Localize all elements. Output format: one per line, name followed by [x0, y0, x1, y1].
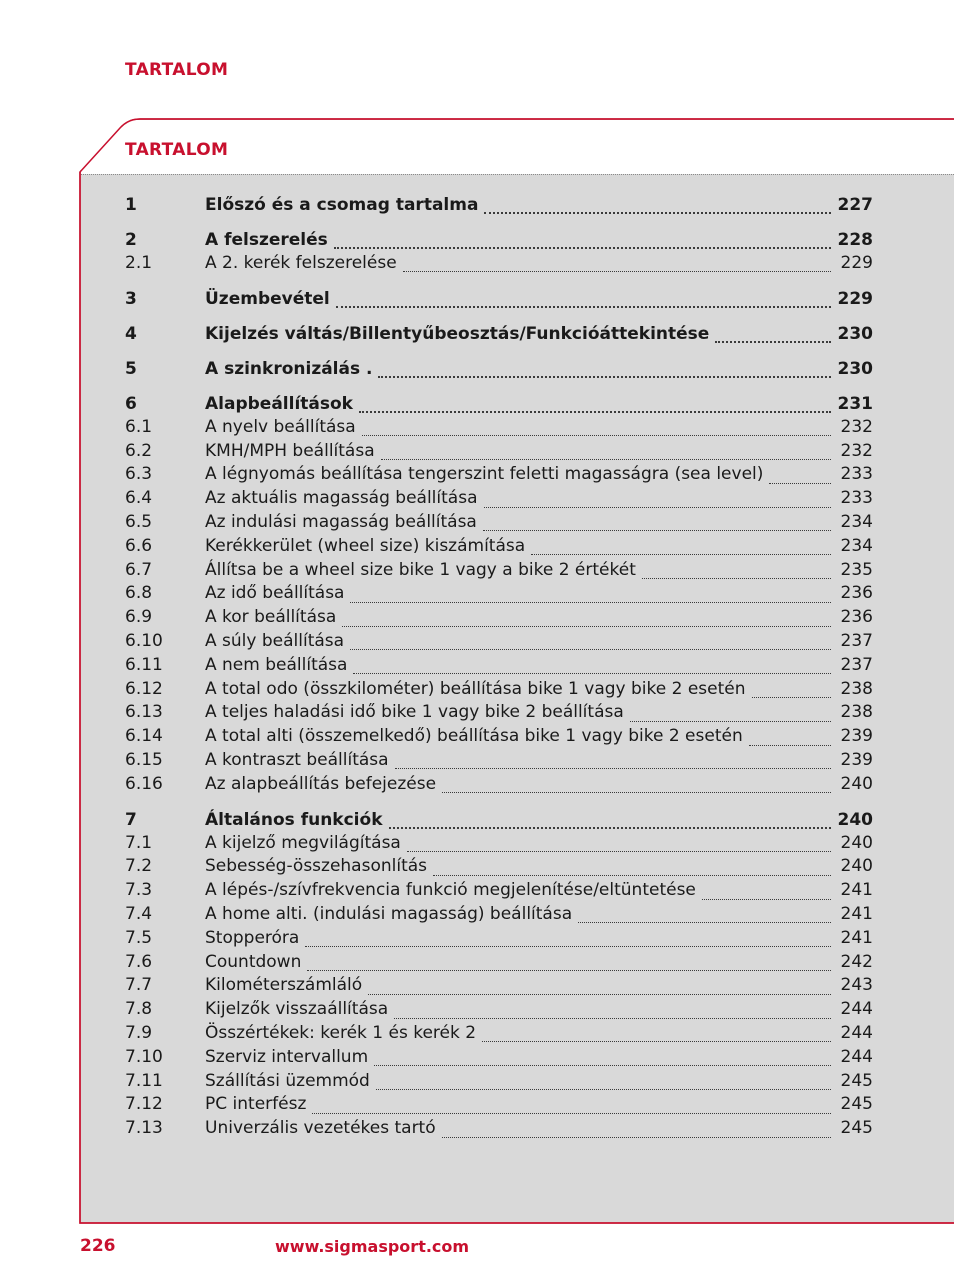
toc-entry-page: 239: [840, 726, 873, 747]
toc-dot-leader: [630, 711, 831, 722]
toc-entry-title: Univerzális vezetékes tartó: [205, 1118, 436, 1139]
toc-entry-title: Sebesség-összehasonlítás: [205, 856, 428, 877]
toc-dot-leader: [307, 960, 831, 971]
toc-dot-leader: [374, 1055, 831, 1066]
toc-dot-leader: [312, 1103, 831, 1114]
toc-entry[interactable]: [125, 1093, 873, 1117]
toc-entry-page: 233: [840, 488, 873, 509]
toc-entry-number: 2: [125, 230, 137, 250]
toc-entry-page: 241: [840, 903, 873, 924]
toc-entry-number: 6.10: [125, 630, 163, 651]
toc-dot-leader: [342, 616, 831, 627]
toc-entry-title: A kontraszt beállítása: [205, 749, 389, 770]
toc-entry-page: 241: [840, 927, 873, 948]
toc-dot-leader: [531, 544, 831, 555]
toc-entry-number: 7.9: [125, 1022, 153, 1043]
toc-entry-page: 241: [840, 880, 873, 901]
toc-entry[interactable]: [125, 511, 873, 535]
toc-dot-leader: [484, 202, 831, 214]
toc-entry-page: 245: [840, 1118, 873, 1139]
toc-entry-title: Az alapbeállítás befejezése: [205, 773, 437, 794]
toc-dot-leader: [715, 331, 831, 343]
toc-dot-leader: [578, 912, 831, 923]
toc-entry-number: 6.1: [125, 416, 153, 437]
toc-dot-leader: [752, 687, 831, 698]
toc-entry[interactable]: [125, 808, 873, 832]
toc-entry-title: Az aktuális magasság beállítása: [205, 488, 478, 509]
toc-entry-title: Előszó és a csomag tartalma: [205, 195, 479, 215]
toc-entry-page: 242: [840, 951, 873, 972]
toc-dot-leader: [336, 296, 831, 308]
toc-entry-title: A lépés-/szívfrekvencia funkció megjelenítése/eltüntetése: [205, 880, 696, 901]
page-header-title: TARTALOM: [125, 60, 229, 80]
toc-entry-page: 240: [840, 832, 873, 853]
toc-entry[interactable]: [125, 193, 873, 217]
toc-entry-number: 7.12: [125, 1094, 163, 1115]
toc-entry-number: 7: [125, 809, 137, 830]
toc-entry-number: 7.3: [125, 880, 153, 901]
toc-entry-page: 236: [840, 607, 873, 628]
toc-entry[interactable]: [125, 1117, 873, 1141]
toc-entry[interactable]: [125, 535, 873, 559]
toc-dot-leader: [334, 237, 831, 249]
toc-entry-title: A total odo (összkilométer) beállítása bike 1 vagy bike 2 esetén: [205, 678, 746, 699]
toc-entry-number: 6.2: [125, 440, 153, 461]
toc-entry-number: 6.8: [125, 583, 153, 604]
toc-entry-title: KMH/MPH beállítása: [205, 440, 375, 461]
toc-entry[interactable]: [125, 951, 873, 975]
toc-entry[interactable]: [125, 927, 873, 951]
toc-entry-page: 229: [840, 253, 873, 273]
toc-entry-title: Az idő beállítása: [205, 583, 345, 604]
toc-entry[interactable]: [125, 287, 873, 311]
toc-entry[interactable]: [125, 582, 873, 606]
toc-entry-page: 233: [840, 464, 873, 485]
toc-entry-number: 6.4: [125, 488, 153, 509]
toc-entry-title: Kijelzők visszaállítása: [205, 999, 389, 1020]
toc-entry-page: 232: [840, 440, 873, 461]
toc-entry-page: 244: [840, 1022, 873, 1043]
toc-entry-number: 6.11: [125, 654, 163, 675]
toc-entry[interactable]: [125, 357, 873, 381]
toc-entry-title: Állítsa be a wheel size bike 1 vagy a bike 2 értékét: [205, 559, 636, 580]
toc-dot-leader: [484, 497, 832, 508]
toc-entry[interactable]: [125, 855, 873, 879]
toc-entry-number: 6.12: [125, 678, 163, 699]
toc-entry-number: 7.2: [125, 856, 153, 877]
toc-dot-leader: [702, 889, 831, 900]
toc-entry[interactable]: [125, 701, 873, 725]
toc-entry-page: 240: [840, 856, 873, 877]
toc-entry-number: 7.5: [125, 927, 153, 948]
toc-entry-title: Kerékkerület (wheel size) kiszámítása: [205, 535, 526, 556]
toc-entry-title: A 2. kerék felszerelése: [205, 253, 397, 273]
toc-entry-page: 234: [840, 535, 873, 556]
toc-entry[interactable]: [125, 416, 873, 440]
toc-entry[interactable]: [125, 606, 873, 630]
toc-entry-title: Alapbeállítások: [205, 393, 353, 414]
toc-dot-leader: [381, 449, 831, 460]
toc-entry[interactable]: [125, 998, 873, 1022]
toc-dot-leader: [483, 520, 831, 531]
toc-entry[interactable]: [125, 1022, 873, 1046]
toc-entry-page: 245: [840, 1070, 873, 1091]
toc-entry[interactable]: [125, 1070, 873, 1094]
toc-entry-page: 236: [840, 583, 873, 604]
toc-entry-page: 240: [840, 773, 873, 794]
toc-entry-page: 243: [840, 975, 873, 996]
toc-entry-title: A légnyomás beállítása tengerszint feletti magasságra (sea level): [205, 464, 764, 485]
toc-entry-number: 6.16: [125, 773, 163, 794]
toc-entry-title: Stopperóra: [205, 927, 300, 948]
toc-entry-number: 6.9: [125, 607, 153, 628]
toc-entry-page: 228: [837, 230, 873, 250]
toc-dot-leader: [389, 817, 832, 829]
toc-entry[interactable]: [125, 1046, 873, 1070]
panel-divider: [81, 174, 954, 175]
toc-entry-number: 6: [125, 393, 137, 414]
toc-entry-number: 6.3: [125, 464, 153, 485]
toc-entry-number: 6.15: [125, 749, 163, 770]
toc-dot-leader: [368, 984, 831, 995]
toc-entry-page: 240: [837, 809, 873, 830]
toc-entry-page: 229: [837, 288, 873, 309]
toc-entry[interactable]: [125, 228, 873, 252]
toc-entry-title: Kilométerszámláló: [205, 975, 363, 996]
toc-entry-title: A nem beállítása: [205, 654, 348, 675]
toc-entry-page: 245: [840, 1094, 873, 1115]
toc-entry-number: 3: [125, 288, 137, 309]
toc-entry-page: 235: [840, 559, 873, 580]
toc-entry[interactable]: [125, 463, 873, 487]
toc-entry-title: A teljes haladási idő bike 1 vagy bike 2 beállítása: [205, 702, 624, 723]
toc-entry-page: 238: [840, 678, 873, 699]
toc-entry[interactable]: [125, 487, 873, 511]
toc-entry-number: 4: [125, 323, 137, 344]
toc-dot-leader: [769, 473, 831, 484]
toc-entry-number: 6.13: [125, 702, 163, 723]
toc-entry[interactable]: [125, 725, 873, 749]
toc-entry-number: 7.10: [125, 1046, 163, 1067]
toc-entry-page: 231: [837, 393, 873, 414]
toc-entry[interactable]: [125, 440, 873, 464]
toc-entry[interactable]: [125, 773, 873, 797]
toc-entry-title: Countdown: [205, 951, 302, 972]
toc-entry-page: 230: [837, 323, 873, 344]
toc-entry-number: 6.5: [125, 511, 153, 532]
toc-entry-number: 7.4: [125, 903, 153, 924]
toc-entry[interactable]: [125, 392, 873, 416]
toc-entry-title: A felszerelés: [205, 230, 328, 250]
toc-entry-page: 230: [837, 358, 873, 379]
table-of-contents: [125, 193, 873, 1141]
toc-entry-title: A szinkronizálás .: [205, 358, 373, 379]
toc-entry[interactable]: [125, 654, 873, 678]
toc-entry-title: A súly beállítása: [205, 630, 345, 651]
toc-entry-number: 7.11: [125, 1070, 163, 1091]
toc-dot-leader: [350, 639, 831, 650]
toc-entry-number: 1: [125, 195, 137, 215]
toc-entry-number: 6.6: [125, 535, 153, 556]
toc-dot-leader: [442, 782, 831, 793]
toc-dot-leader: [362, 425, 831, 436]
toc-entry-title: A total alti (összemelkedő) beállítása bike 1 vagy bike 2 esetén: [205, 726, 743, 747]
toc-entry-title: A home alti. (indulási magasság) beállítása: [205, 903, 573, 924]
toc-dot-leader: [433, 865, 831, 876]
toc-entry-title: Általános funkciók: [205, 809, 383, 830]
toc-entry-title: Szállítási üzemmód: [205, 1070, 370, 1091]
toc-dot-leader: [642, 568, 831, 579]
toc-dot-leader: [407, 841, 831, 852]
toc-dot-leader: [482, 1031, 831, 1042]
toc-entry-title: A nyelv beállítása: [205, 416, 356, 437]
toc-entry-number: 5: [125, 358, 137, 379]
toc-entry-number: 6.14: [125, 726, 163, 747]
toc-entry[interactable]: [125, 678, 873, 702]
toc-entry-title: A kijelző megvilágítása: [205, 832, 401, 853]
toc-dot-leader: [378, 366, 831, 378]
toc-dot-leader: [442, 1127, 831, 1138]
toc-panel-title: TARTALOM: [125, 140, 229, 160]
toc-entry[interactable]: [125, 832, 873, 856]
toc-entry-title: PC interfész: [205, 1094, 307, 1115]
toc-dot-leader: [376, 1079, 831, 1090]
toc-dot-leader: [359, 401, 831, 413]
toc-dot-leader: [353, 663, 831, 674]
toc-entry-number: 7.7: [125, 975, 153, 996]
toc-entry-title: Kijelzés váltás/Billentyűbeosztás/Funkcióáttekintése: [205, 323, 710, 344]
toc-entry[interactable]: [125, 630, 873, 654]
toc-entry-title: Szerviz intervallum: [205, 1046, 369, 1067]
toc-entry-title: A kor beállítása: [205, 607, 337, 628]
toc-entry-page: 244: [840, 999, 873, 1020]
toc-entry-page: 232: [840, 416, 873, 437]
toc-entry-title: Összértékek: kerék 1 és kerék 2: [205, 1022, 477, 1043]
toc-entry[interactable]: [125, 252, 873, 276]
toc-entry[interactable]: [125, 559, 873, 583]
toc-dot-leader: [749, 735, 831, 746]
toc-entry-number: 2.1: [125, 253, 153, 273]
toc-entry-number: 7.1: [125, 832, 153, 853]
toc-entry-page: 239: [840, 749, 873, 770]
toc-entry[interactable]: [125, 322, 873, 346]
toc-entry-page: 237: [840, 630, 873, 651]
footer-url[interactable]: www.sigmasport.com: [275, 1237, 470, 1256]
toc-entry-page: 237: [840, 654, 873, 675]
toc-entry[interactable]: [125, 974, 873, 998]
toc-entry-number: 7.13: [125, 1118, 163, 1139]
toc-dot-leader: [395, 758, 831, 769]
toc-entry-page: 238: [840, 702, 873, 723]
toc-dot-leader: [305, 936, 831, 947]
toc-dot-leader: [394, 1008, 831, 1019]
toc-entry[interactable]: [125, 749, 873, 773]
toc-dot-leader: [350, 592, 831, 603]
toc-entry[interactable]: [125, 903, 873, 927]
toc-entry-page: 244: [840, 1046, 873, 1067]
toc-entry-number: 6.7: [125, 559, 153, 580]
toc-entry-title: Üzembevétel: [205, 288, 330, 309]
toc-entry-title: Az indulási magasság beállítása: [205, 511, 477, 532]
footer-page-number: 226: [80, 1236, 116, 1256]
toc-entry-page: 227: [837, 195, 873, 215]
toc-entry-page: 234: [840, 511, 873, 532]
toc-dot-leader: [403, 261, 831, 272]
toc-entry[interactable]: [125, 879, 873, 903]
toc-entry-number: 7.8: [125, 999, 153, 1020]
toc-entry-number: 7.6: [125, 951, 153, 972]
